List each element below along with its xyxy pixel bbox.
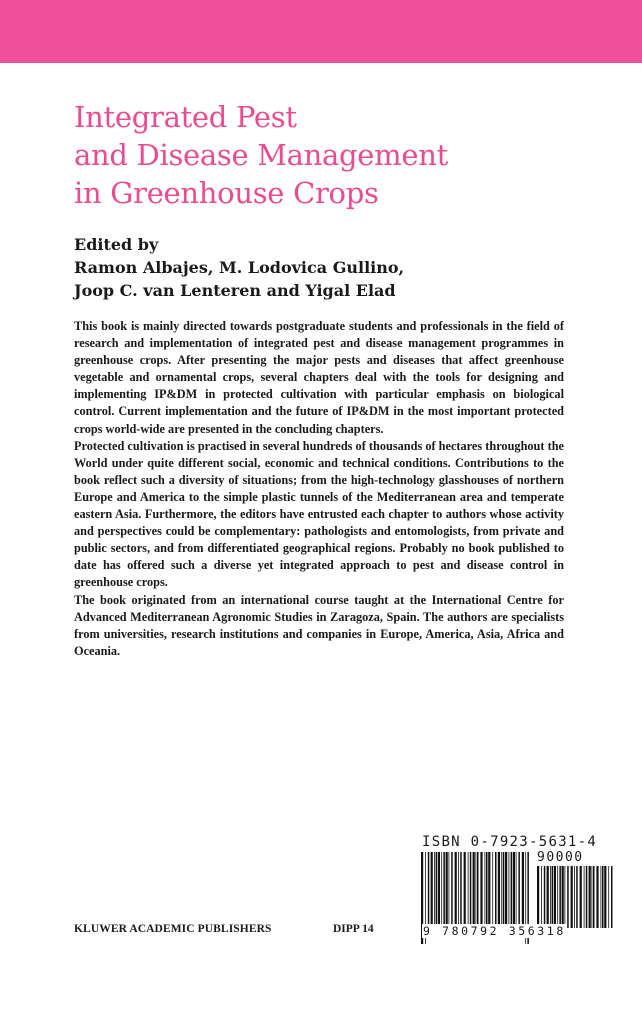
barcode-bar (518, 852, 520, 928)
isbn-text: ISBN 0-7923-5631-4 (422, 834, 598, 850)
barcode-bar (446, 852, 448, 928)
barcode-bar (550, 866, 551, 928)
barcode-bar (586, 866, 588, 928)
barcode-bar (557, 866, 558, 928)
barcode-bar (589, 866, 591, 928)
barcode-bar (574, 866, 575, 928)
barcode-bar (571, 866, 573, 928)
series-label: DIPP 14 (333, 923, 374, 935)
title-line-1: Integrated Pest (74, 100, 297, 134)
barcode-bar (449, 852, 450, 928)
barcode-bar (576, 866, 578, 928)
barcode-bar (547, 866, 549, 928)
barcode-bar (455, 852, 457, 928)
edited-by-label: Edited by (74, 235, 159, 254)
barcode-bar (604, 866, 606, 928)
barcode-bar (608, 866, 609, 928)
price-code: 90000 (537, 850, 584, 865)
barcode-bar (476, 852, 477, 928)
title-line-2: and Disease Management (74, 138, 448, 172)
barcode-bar (488, 852, 490, 928)
barcode-bar (513, 852, 515, 928)
barcode-bar (601, 866, 602, 928)
barcode-bar (562, 866, 564, 928)
barcode-bar (509, 852, 510, 928)
barcode-bar (492, 852, 493, 928)
barcode-bar (544, 866, 546, 928)
barcode-digits: 9 780792 356318 (423, 924, 566, 938)
barcode-bar (552, 866, 554, 928)
barcode-bar (473, 852, 475, 928)
barcode-bar (477, 852, 479, 928)
publisher-name: KLUWER ACADEMIC PUBLISHERS (74, 923, 272, 935)
description-paragraph-2: Protected cultivation is practised in several hundreds of thousands of hectares throughout the World under quite different social, economic and technical conditions. Contributions to the book reflect such a diversity of situations; from the high-technology glasshouses of northern Europe and America to the simple plastic tunnels of the Mediterranean area and temperate eastern Asia. Furthermore, the editors have entrusted each chapter to authors whose activity and perspectives could be complementary: pathologists and entomologists, from private and public sectors, and from differentiated geographical regions. Probably no book published to date has offered such a diverse yet integrated approach to pest and disease control in greenhouse crops. (74, 438, 564, 590)
barcode-bar (559, 866, 561, 928)
editors-line-2: Joop C. van Lenteren and Yigal Elad (74, 281, 396, 300)
barcode-bar (611, 866, 613, 928)
barcode-bar (451, 852, 453, 928)
barcode-bar (436, 852, 438, 928)
book-title (74, 98, 614, 212)
barcode-bar (596, 866, 598, 928)
barcode-bar (443, 852, 445, 928)
barcode-bar (593, 866, 595, 928)
barcode-bar (522, 852, 524, 928)
barcode-bar (567, 866, 569, 928)
description-paragraph-1: This book is mainly directed towards postgraduate students and professionals in the field of research and implementation of integrated pest and disease management programmes in greenhouse crops. After presenting the major pests and diseases that affect greenhouse vegetable and ornamental crops, several chapters deal with the tools for designing and implementing IP&DM in protected cultivation with particular emphasis on biological control. Current implementation and the future of IP&DM in the most important protected crops world-wide are presented in the concluding chapters. (74, 319, 564, 436)
editors-block (74, 233, 594, 302)
barcode-bar (428, 852, 430, 928)
barcode-bar (602, 866, 604, 928)
barcode-bar (441, 852, 442, 928)
barcode-bar (501, 852, 502, 928)
title-line-3: in Greenhouse Crops (74, 176, 379, 210)
barcode-bar (438, 852, 440, 928)
barcode-bar (431, 852, 433, 928)
barcode-bar (458, 852, 459, 928)
description-paragraph-3: The book originated from an international course taught at the International Centre for Advanced Mediterranean Agronomic Studies in Zaragoza, Spain. The authors are specialists from universities, research institutions and companies in Europe, America, Asia, Africa and Oceania. (74, 592, 564, 658)
barcode-bar (505, 852, 507, 928)
barcode-bar (460, 852, 462, 928)
barcode-bar (516, 852, 517, 928)
barcode-bar (554, 866, 556, 928)
barcode-bar (434, 852, 435, 928)
barcode-bar (468, 852, 469, 928)
barcode-bar (541, 866, 542, 928)
barcode-bar (592, 866, 593, 928)
barcode-bar (464, 852, 466, 928)
barcode-bar (511, 852, 512, 928)
book-description (74, 318, 564, 660)
barcode-bar (495, 852, 497, 928)
barcode-bar (503, 852, 505, 928)
barcode-bar (470, 852, 472, 928)
barcode-bar (480, 852, 482, 928)
barcode-bar (485, 852, 486, 928)
barcode-bar (498, 852, 500, 928)
barcode-bar (565, 866, 566, 928)
top-color-band (0, 0, 642, 63)
barcode-bar (537, 866, 539, 928)
barcode-bar (584, 866, 585, 928)
editors-line-1: Ramon Albajes, M. Lodovica Gullino, (74, 258, 405, 277)
barcode-bar (486, 852, 488, 928)
barcode-bar (580, 866, 582, 928)
